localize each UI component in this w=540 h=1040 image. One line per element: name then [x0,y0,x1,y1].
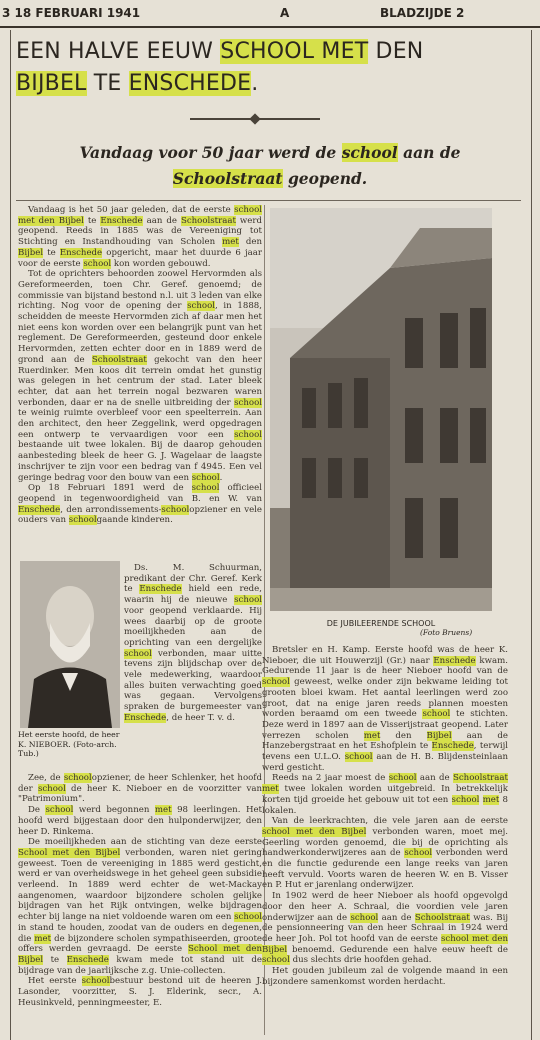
paragraph: Vandaag is het 50 jaar geleden, dat de eerste school met den Bijbel te Enschede aan de Schoolstraat werd geopend. Reeds in 1885 was de Vereeniging tot Stichting en Instandhouding van Scholen met den Bijbel te Enschede opgericht, maar het duurde 6 jaar voor de eerste school kon worden gebouwd. [18,205,262,269]
subhead-highlight: school [341,143,398,162]
subhead-rule [16,200,521,201]
header-page-number: BLADZIJDE 2 [380,6,465,20]
portrait-illustration [20,561,120,728]
paragraph: De school werd begonnen met 98 leerlingen. Het hoofd werd bijgestaan door den hulponderwijzer, den heer D. Rinkema. [18,805,262,837]
paragraph: Van de leerkrachten, die vele jaren aan de eerste school met den Bijbel verbonden waren, moet mej. Geerling worden genoemd, die bij de oprichting als handwerkonderwijzeres aan de school verbonden werd en die functie gedurende een lange reeks van jaren heeft vervuld. Voorts waren de heeren W. en B. Visser en P. Hut er jarenlang onderwijzer. [262,816,508,891]
portrait-caption: Het eerste hoofd, de heer K. NIEBOER. (Foto-arch. Tub.) [18,730,120,758]
paragraph: Het gouden jubileum zal de volgende maand in een bijzondere samenkomst worden herdacht. [262,966,508,987]
paragraph: Zee, de schoolopziener, de heer Schlenker, het hoofd der school de heer K. Nieboer en de voorzitter van "Patrimonium". [18,773,262,805]
headline-highlight: ENSCHEDE [128,71,252,96]
school-building-photo [270,208,492,611]
paragraph: In 1902 werd de heer Nieboer als hoofd opgevolgd door den heer A. Schraal, die voordien vele jaren onderwijzer aan de school aan de Schoolstraat was. Bij de pensionneering van den heer Schraal in 1924 werd de heer Joh. Pol tot hoofd van de eerste school met den Bijbel benoemd. Gedurende een halve eeuw heeft de school dus slechts drie hoofden gehad. [262,891,508,966]
headline-highlight: SCHOOL MET [220,39,369,64]
photo-caption [270,619,492,628]
subheadline [30,140,510,192]
paragraph: Bretsler en H. Kamp. Eerste hoofd was de heer K. Nieboer, die uit Houwerzijl (Gr.) naar Enschede kwam. Gedurende 11 jaar is de heer Nieboer hoofd van de school geweest, welke onder zijn bekwame leiding tot grooten bloei kwam. Het aantal leerlingen werd zoo groot, dat na enige jaren reeds plannen moesten worden beraamd om een tweede school te stichten. Deze werd in 1897 aan de Visserijstraat geopend. Later verrezen scholen met den Bijbel aan de Hanzebergstraat en het Eshofplein te Enschede, terwijl tevens een U.L.O. school aan de H. B. Blijdensteinlaan werd gesticht. [262,645,508,773]
photo-credit: (Foto Bruens) [420,628,473,637]
paragraph: Het eerste schoolbestuur bestond uit de heeren J. Lasonder, voorzitter, S. J. Elderink, secr., A. Heusinkveld, penningmeester, E. [18,976,262,1008]
subhead-text: aan de [397,143,461,162]
headline-text: DEN [368,39,424,64]
paragraph: Ds. M. Schuurman, predikant der Chr. Geref. Kerk te Enschede hield een rede, waarin hij de nieuwe school voor geopend verklaarde. Hij wees daarbij op de groote moeilijkheden aan de oprichting van een dergelijke school verbonden, maar uitte tevens zijn blijdschap over de vele medewerking, waardoor alles buiten verwachting goed was gegaan. Vervolgens spraken de burgemeester van Enschede, de heer T. v. d. [124,563,262,723]
right-column-edge [531,30,532,1040]
paragraph: Reeds na 2 jaar moest de school aan de Schoolstraat met twee lokalen worden uitgebreid. In betrekkelijk korten tijd groeide het gebouw uit tot een school met 8 lokalen. [262,773,509,816]
ornament-divider [190,118,320,120]
article-column-4 [262,645,508,988]
photo-caption-text: DE JUBILEERENDE SCHOOL [326,619,436,628]
headline-text: EEN HALVE EEUW [16,39,221,64]
left-column-edge [0,30,11,1040]
headline-text: TE [86,71,129,96]
header-edition: A [280,6,290,20]
article-column-2 [124,563,262,724]
paragraph: De moeilijkheden aan de stichting van deze eerste School met den Bijbel verbonden, waren niet gering geweest. Toen de vereeniging in 1885 werd gesticht, werd er van overheidswege in het geheel geen subsidie verleend. In 1889 werd echter de wet-Mackay aangenomen, waardoor bijzondere scholen gelijke bijdragen van het Rijk ontvingen, welke bijdragen echter bij lange na niet voldoende waren om een school in stand te houden, zoodat van de ouders en degenen, die met de bijzondere scholen sympathiseerden, groote offers werden gevraagd. De eerste School met den Bijbel te Enschede kwam mede tot stand uit de bijdrage van de jaarlijksche z.g. Unie-collecten. [18,837,262,976]
portrait-photo [20,561,120,728]
header-rule [0,26,540,28]
subhead-highlight: Schoolstraat [172,169,283,188]
subhead-text: geopend. [282,169,368,188]
subhead-text: Vandaag voor 50 jaar werd de [79,143,342,162]
paragraph: Tot de oprichters behoorden zoowel Hervormden als Gereformeerden, toen Chr. Geref. genoemd; de commissie van bijstand bestond n.l. uit 3 leden van elke richting. Nog voor de opening der school, in 1888, scheidden de meeste Hervormden zich af daar men het niet eens kon worden over een belangrijk punt van het reglement. De Gereformeerden, gesteund door enkele Hervormden, zetten echter door en in 1889 werd de grond aan de Schoolstraat gekocht van den heer Ruerdinker. Men koos dit terrein omdat het gunstig was gelegen in het centrum der stad. Later bleek echter, dat aan het terrein nogal bezwaren waren verbonden, daar er na de snelle uitbreiding der school te weinig ruimte overbleef voor een speelterrein. Aan den architect, den heer Zeggelink, werd opgedragen een ontwerp te vervaardigen voor een school bestaande uit twee lokalen. Bij de daarop gehouden aanbesteding bleek de heer G. J. Wagelaar de laagste inschrijver te zijn voor een bedrag van f 4945. Een vel geringe bedrag voor den bouw van een school. [18,269,262,483]
paragraph: Op 18 Februari 1891 werd de school officieel geopend in tegenwoordigheid van B. en W. van Enschede, den arrondissements-schoolopziener en vele ouders van schoolgaande kinderen. [18,483,263,526]
header-bar [0,0,540,26]
header-date: 3 18 FEBRUARI 1941 [2,6,141,20]
article-column-1 [18,205,262,526]
article-column-3 [18,773,262,1008]
school-building-illustration [270,208,492,611]
headline-text: . [251,71,259,96]
headline [16,36,526,100]
headline-highlight: BIJBEL [16,71,87,96]
